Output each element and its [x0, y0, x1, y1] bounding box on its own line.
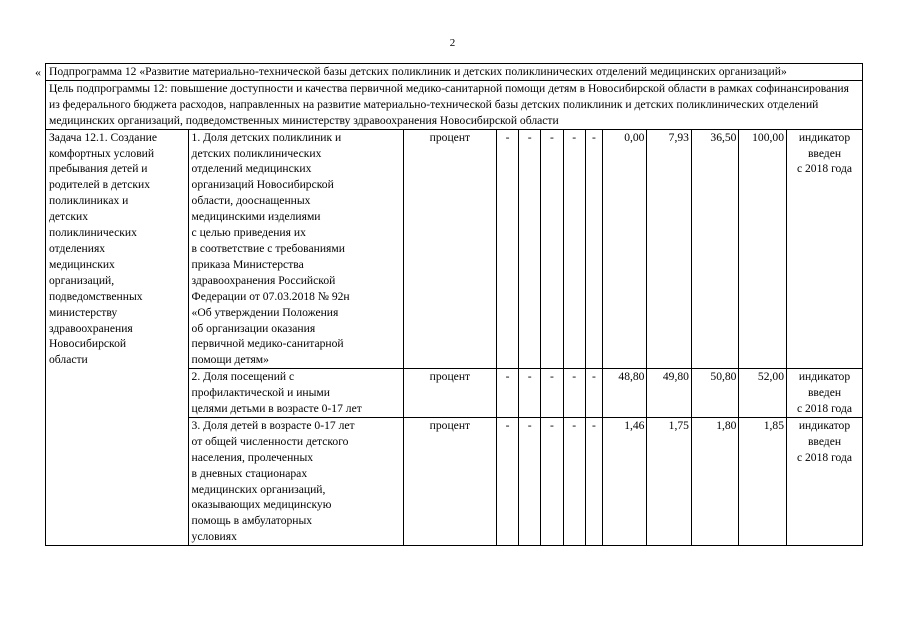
value-dash: - [519, 369, 541, 418]
page-number: 2 [449, 37, 456, 49]
indicator-note-line: введен [807, 434, 842, 448]
subprogram-goal: Цель подпрограммы 12: повышение доступности и качества первичной медико-санитарной помощи детям в Новосибирской области в рамках софинансирования из федерального бюджета расходов, направленных на развитие материально-технической базы детских поликлиник и детских поликлинических отделений медицинских организаций, подведомственных министерству здравоохранения Новосибирской области [46, 80, 863, 129]
indicator-name-line: целями детьми в возрасте 0-17 лет [191, 402, 362, 416]
indicator-unit: процент [403, 129, 496, 369]
indicator-name-line: 1. Доля детских поликлиник и [191, 130, 342, 144]
indicator-value: 49,80 [647, 369, 691, 418]
indicator-value: 0,00 [603, 129, 647, 369]
indicator-name-line: с целью приведения их [191, 226, 306, 240]
value-dash: - [519, 417, 541, 545]
indicator-name-line: 3. Доля детей в возрасте 0-17 лет [191, 418, 355, 432]
indicator-value: 1,75 [647, 417, 691, 545]
indicator-name-line: Федерации от 07.03.2018 № 92н [191, 289, 350, 303]
indicator-name-line: от общей численности детского [191, 434, 349, 448]
indicator-name [188, 417, 403, 545]
indicator-value: 48,80 [603, 369, 647, 418]
indicator-name-line: помощи детям» [191, 353, 269, 367]
indicator-note-line: с 2018 года [796, 162, 853, 176]
task-line: здравоохранения [49, 321, 133, 335]
indicator-value: 7,93 [647, 129, 691, 369]
indicator-note-line: индикатор [798, 370, 851, 384]
indicator-note [787, 129, 863, 369]
indicator-note [787, 369, 863, 418]
indicator-value: 100,00 [739, 129, 787, 369]
indicator-name-line: первичной медико-санитарной [191, 337, 344, 351]
indicator-note [787, 417, 863, 545]
task-cell [46, 129, 189, 546]
indicator-name [188, 129, 403, 369]
value-dash: - [585, 129, 602, 369]
indicator-note-line: с 2018 года [796, 450, 853, 464]
indicator-row-1 [46, 129, 863, 369]
indicator-name-line: области, дооснащенных [191, 194, 311, 208]
value-dash: - [585, 417, 602, 545]
task-line: Задача 12.1. Создание [49, 130, 157, 144]
indicator-value: 50,80 [691, 369, 739, 418]
task-line: медицинских [49, 257, 115, 271]
indicator-name-line: условиях [191, 530, 237, 544]
value-dash: - [541, 369, 563, 418]
indicator-name-line: об организации оказания [191, 321, 316, 335]
indicator-name-line: в дневных стационарах [191, 466, 308, 480]
indicator-name-line: детских поликлинических [191, 146, 322, 160]
indicator-note-line: индикатор [798, 418, 851, 432]
value-dash: - [496, 417, 518, 545]
value-dash: - [541, 129, 563, 369]
indicator-name-line: помощь в амбулаторных [191, 514, 313, 528]
task-line: организаций, [49, 273, 115, 287]
indicator-name [188, 369, 403, 418]
indicator-value: 1,80 [691, 417, 739, 545]
indicator-name-line: «Об утверждении Положения [191, 305, 339, 319]
indicator-name-line: медицинскими изделиями [191, 210, 321, 224]
subprogram-title: Подпрограмма 12 «Развитие материально-технической базы детских поликлиник и детских поликлинических отделений медицинских организаций» [46, 64, 863, 81]
task-line: комфортных условий [49, 146, 155, 160]
indicator-value: 36,50 [691, 129, 739, 369]
task-line: поликлинических [49, 226, 137, 240]
indicator-name-line: оказывающих медицинскую [191, 498, 332, 512]
indicator-name-line: профилактической и иными [191, 386, 330, 400]
task-line: родителей в детских [49, 178, 151, 192]
opening-quote-mark: « [35, 65, 41, 79]
indicator-unit: процент [403, 369, 496, 418]
value-dash: - [519, 129, 541, 369]
indicator-value: 1,46 [603, 417, 647, 545]
task-line: пребывания детей и [49, 162, 148, 176]
indicator-name-line: 2. Доля посещений с [191, 370, 295, 384]
indicator-value: 1,85 [739, 417, 787, 545]
task-line: детских [49, 210, 89, 224]
indicator-value: 52,00 [739, 369, 787, 418]
indicator-note-line: индикатор [798, 130, 851, 144]
task-line: отделениях [49, 241, 106, 255]
indicator-note-line: введен [807, 386, 842, 400]
indicator-note-line: введен [807, 146, 842, 160]
value-dash: - [541, 417, 563, 545]
value-dash: - [563, 129, 585, 369]
task-line: министерству [49, 305, 118, 319]
indicator-note-line: с 2018 года [796, 402, 853, 416]
task-line: области [49, 353, 88, 367]
indicator-name-line: приказа Министерства [191, 257, 304, 271]
indicator-unit: процент [403, 417, 496, 545]
indicators-table [45, 63, 863, 546]
indicator-name-line: населения, пролеченных [191, 450, 314, 464]
task-line: подведомственных [49, 289, 143, 303]
value-dash: - [585, 369, 602, 418]
indicator-name-line: организаций Новосибирской [191, 178, 334, 192]
value-dash: - [563, 369, 585, 418]
task-line: поликлиниках и [49, 194, 129, 208]
value-dash: - [563, 417, 585, 545]
value-dash: - [496, 369, 518, 418]
indicator-name-line: медицинских организаций, [191, 482, 326, 496]
subprogram-goal-row [46, 80, 863, 129]
subprogram-title-row [46, 64, 863, 81]
indicator-name-line: здравоохранения Российской [191, 273, 336, 287]
indicator-name-line: в соответствие с требованиями [191, 241, 345, 255]
value-dash: - [496, 129, 518, 369]
indicator-name-line: отделений медицинских [191, 162, 312, 176]
task-line: Новосибирской [49, 337, 127, 351]
